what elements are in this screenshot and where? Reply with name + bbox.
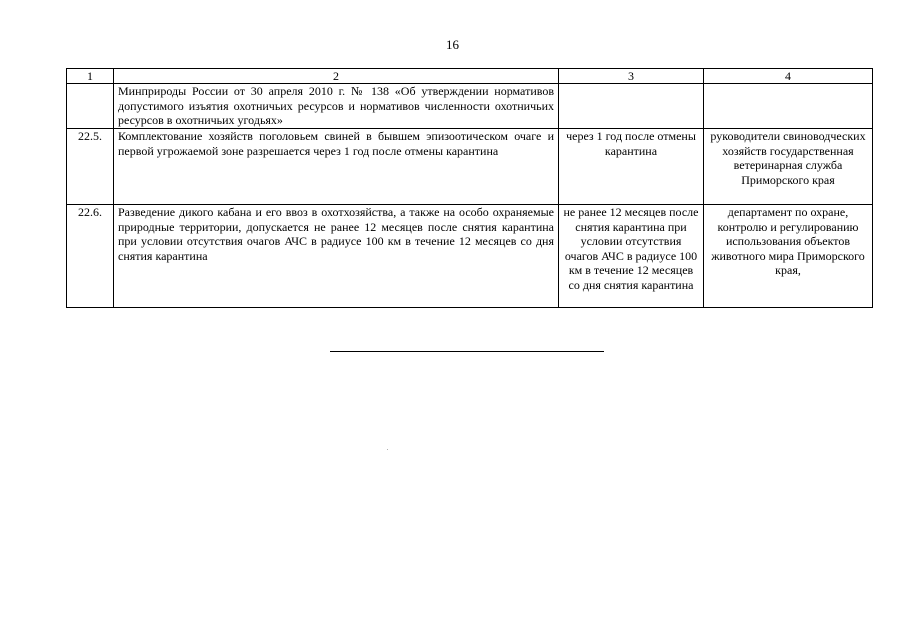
row-text: Разведение дикого кабана и его ввоз в охотхозяйства, а также на особо охраняемые природные территории, допускается не ранее 12 месяцев после снятия карантина при условии отсутствия очагов АЧС в радиусе 100 км в течение 12 месяцев со дня снятия карантина	[114, 205, 559, 308]
page-number: 16	[446, 37, 459, 52]
row-responsible: руководители свиноводческих хозяйств государственная ветеринарная служба Приморского края	[704, 129, 873, 205]
scan-speck	[387, 449, 388, 450]
table-header-row	[67, 69, 873, 84]
header-col-2: 2	[114, 69, 559, 84]
row-term: через 1 год после отмены карантина	[559, 129, 704, 205]
row-responsible: департамент по охране, контролю и регулированию использования объектов животного мира Приморского края,	[704, 205, 873, 308]
measures-table	[66, 68, 873, 308]
separator-line	[330, 351, 604, 352]
row-text: Комплектование хозяйств поголовьем свиней в бывшем эпизоотическом очаге и первой угрожаемой зоне разрешается через 1 год после отмены карантина	[114, 129, 559, 205]
table-row	[67, 205, 873, 308]
row-text: Минприроды России от 30 апреля 2010 г. № 138 «Об утверждении нормативов допустимого изъятия охотничьих ресурсов и нормативов численности охотничьих ресурсов в охотничьих угодьях»	[114, 84, 559, 129]
row-number: 22.5.	[67, 129, 114, 205]
header-col-4: 4	[704, 69, 873, 84]
header-col-1: 1	[67, 69, 114, 84]
row-responsible	[704, 84, 873, 129]
table-row	[67, 84, 873, 129]
row-number: 22.6.	[67, 205, 114, 308]
row-term: не ранее 12 месяцев после снятия карантина при условии отсутствия очагов АЧС в радиусе 100 км в течение 12 месяцев со дня снятия карантина	[559, 205, 704, 308]
row-number	[67, 84, 114, 129]
header-col-3: 3	[559, 69, 704, 84]
table-row	[67, 129, 873, 205]
row-term	[559, 84, 704, 129]
